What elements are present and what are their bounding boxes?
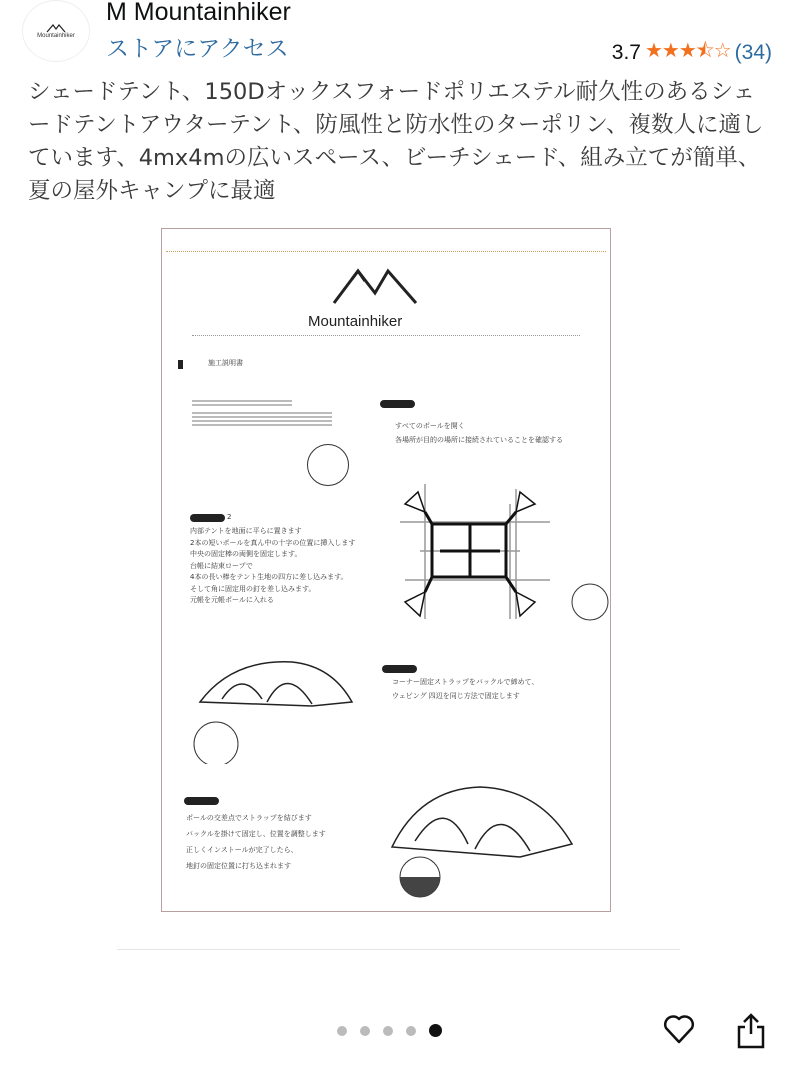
step2-text <box>190 526 355 607</box>
step2-line: 中央の固定棒の両側を固定します。 <box>190 550 302 558</box>
review-count[interactable]: (34) <box>734 41 772 64</box>
step4-line: ポールの交差点でストラップを結びます <box>186 814 312 822</box>
doc-logo-text: Mountainhiker <box>308 313 403 330</box>
step4-line: バックルを掛けて固定し、位置を調整します <box>186 830 326 838</box>
step4-line: 地釘の固定位置に打ち込まれます <box>186 862 291 870</box>
step2-line: 2本の短いポールを真ん中の十字の位置に挿入します <box>190 538 356 547</box>
step3-line: ウェビング 四辺を同じ方法で固定します <box>392 692 520 700</box>
brand-logo[interactable] <box>22 0 90 62</box>
step2-line: 台帳に結束ロープで <box>190 561 253 570</box>
step2-line: そして角に固定用の釘を差し込みます。 <box>190 584 316 593</box>
step1-line: すべてのポールを開く <box>395 422 465 430</box>
carousel-dot[interactable] <box>406 1026 416 1036</box>
mountain-logo-icon <box>332 263 418 305</box>
heart-icon[interactable] <box>662 1012 696 1046</box>
carousel-dot[interactable] <box>337 1026 347 1036</box>
step2-line: 元帳を元帳ポールに入れる <box>190 596 274 604</box>
star-rating-icon: ★★★⯪☆ <box>644 40 731 62</box>
carousel-dot[interactable] <box>383 1026 393 1036</box>
carousel-dot-active[interactable] <box>429 1024 442 1037</box>
mountain-logo-icon <box>46 23 66 33</box>
frame-diagram <box>400 484 610 624</box>
step4-line: 正しくインストールが完了したら、 <box>186 846 298 854</box>
logo-text: Mountainhiker <box>37 33 75 39</box>
tent-illustration <box>192 654 362 764</box>
share-icon[interactable] <box>734 1012 768 1050</box>
brand-name[interactable]: M Mountainhiker <box>106 0 291 26</box>
instruction-sheet <box>161 228 611 912</box>
step2-line: 内部テントを地面に平らに置きます <box>190 527 302 535</box>
carousel-dot[interactable] <box>360 1026 370 1036</box>
rating[interactable] <box>612 36 772 70</box>
section-title: 施工説明書 <box>208 359 243 367</box>
step2-line: 4本の長い棒をテント生地の四方に差し込みます。 <box>190 573 348 581</box>
step2-number: 2 <box>227 513 232 521</box>
tent-illustration <box>390 779 580 904</box>
product-title: シェードテント、150Dオックスフォードポリエステル耐久性のあるシェードテントアウターテント、防風性と防水性のターポリン、複数人に適しています、4mx4mの広いスペース、ビーチシェード、組み立てが簡単、夏の屋外キャンプに最適 <box>28 79 764 204</box>
carousel-indicator[interactable] <box>337 1024 442 1037</box>
step1-line: 各場所が目的の場所に接続されていることを確認する <box>395 436 563 444</box>
rating-value: 3.7 <box>611 41 641 64</box>
visit-store-link[interactable]: ストアにアクセス <box>106 36 289 62</box>
step3-line: コーナー固定ストラップをバックルで締めて、 <box>392 678 539 686</box>
product-image[interactable] <box>117 215 680 950</box>
